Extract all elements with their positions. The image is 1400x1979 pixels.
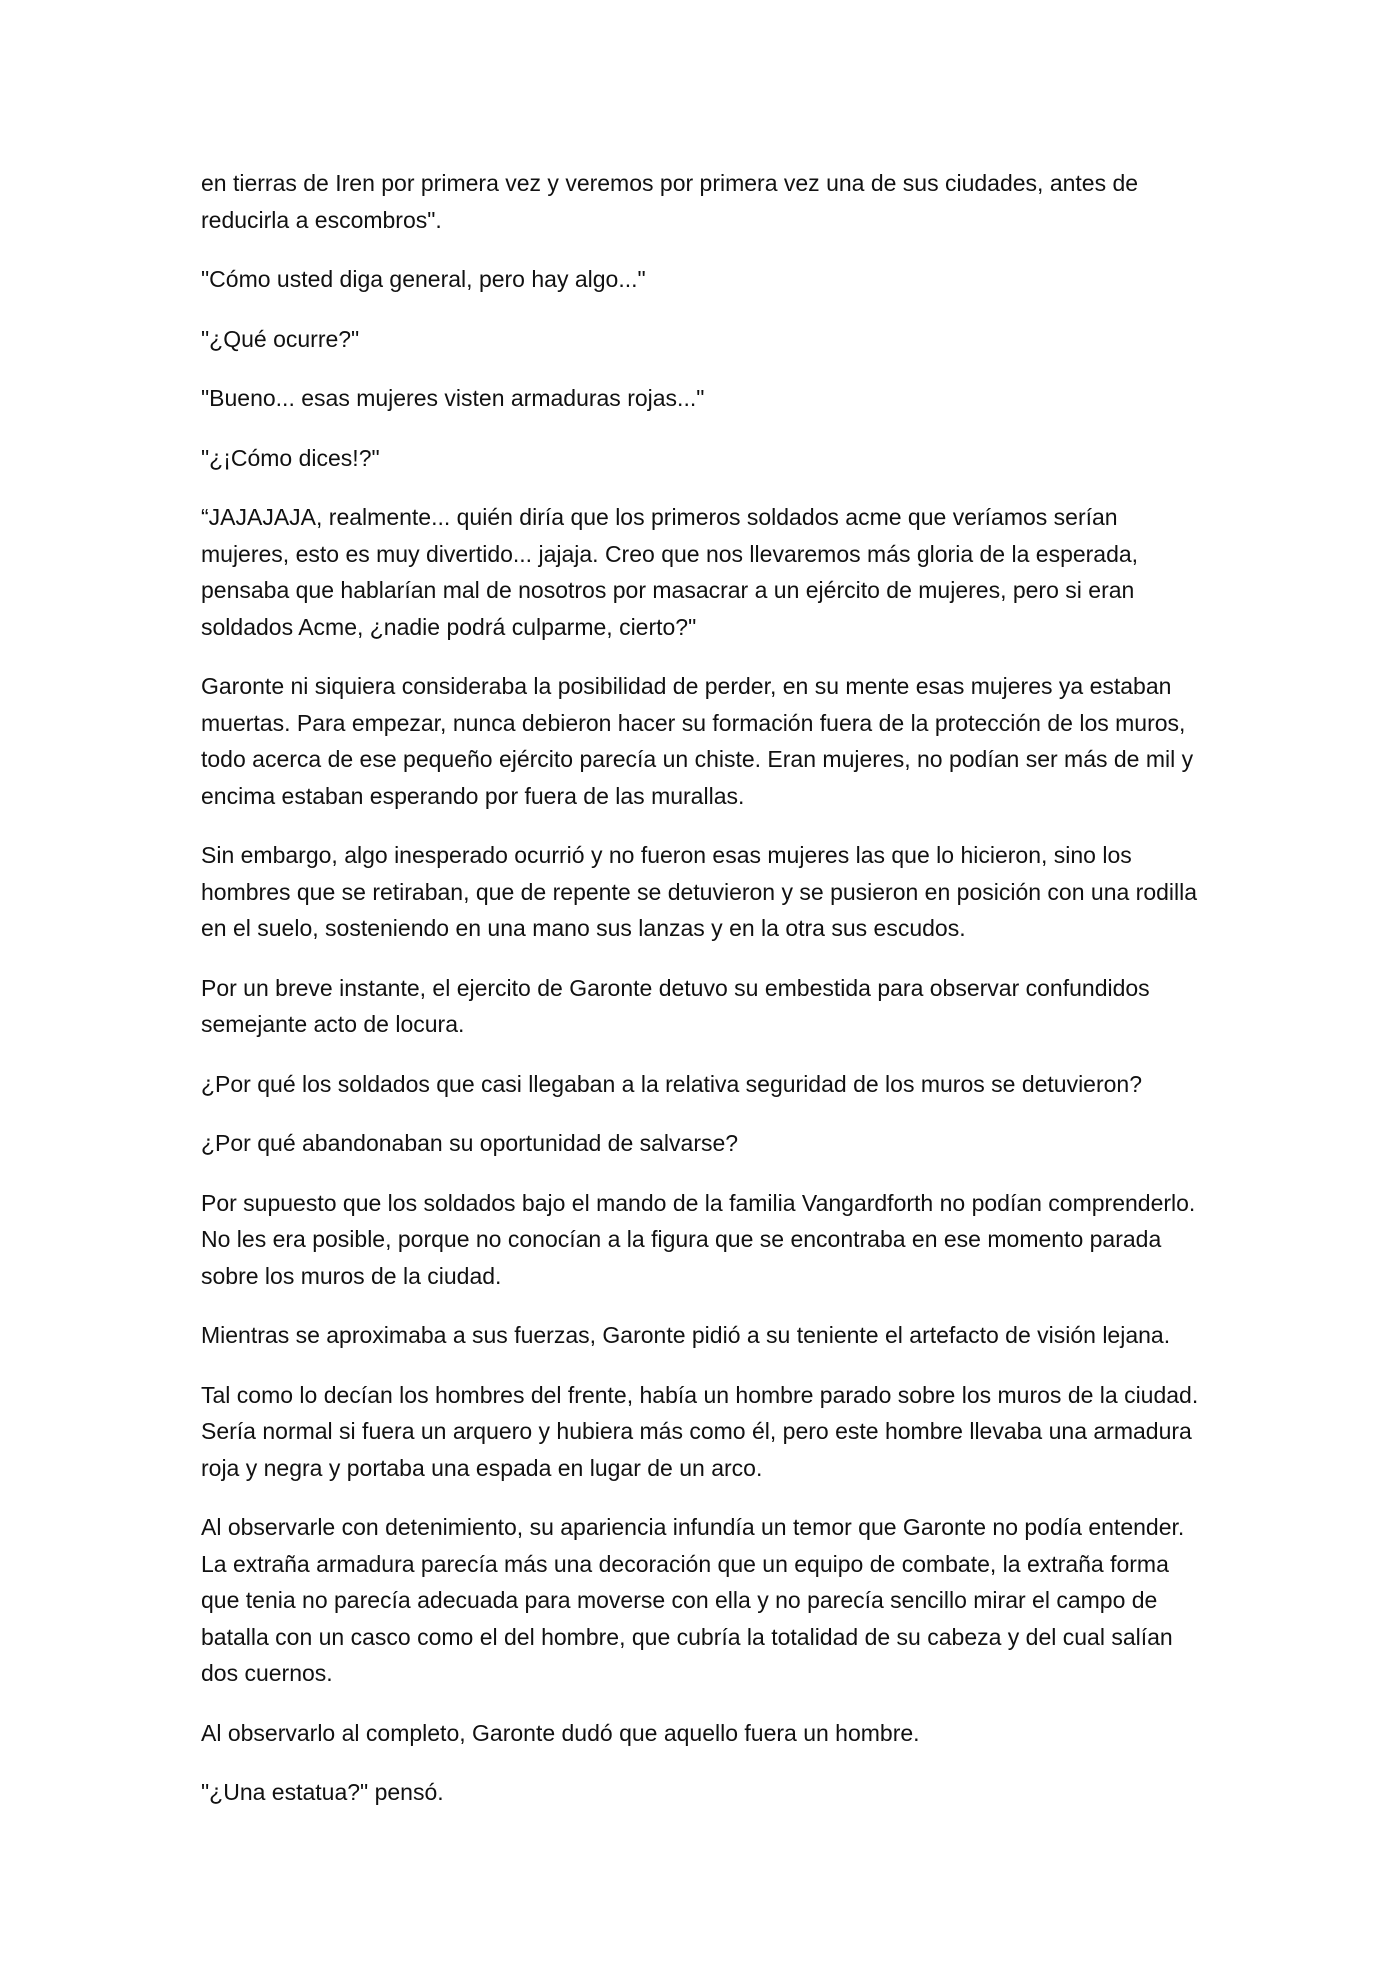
paragraph: ¿Por qué abandonaban su oportunidad de salvarse? — [201, 1130, 739, 1156]
paragraph: Garonte ni siquiera consideraba la posibilidad de perder, en su mente esas mujeres ya estaban muertas. Para empezar, nunca debieron hacer su formación fuera de la protección de los muros, todo acerca de ese pequeño ejército parecía un chiste. Eran mujeres, no podían ser más de mil y encima estaban esperando por fuera de las murallas. — [201, 673, 1194, 809]
paragraph: Sin embargo, algo inesperado ocurrió y no fueron esas mujeres las que lo hicieron, sino los hombres que se retiraban, que de repente se detuvieron y se pusieron en posición con una rodilla en el suelo, sosteniendo en una mano sus lanzas y en la otra sus escudos. — [201, 842, 1198, 941]
paragraph: Por un breve instante, el ejercito de Garonte detuvo su embestida para observar confundidos semejante acto de locura. — [201, 974, 1150, 1037]
paragraph: en tierras de Iren por primera vez y veremos por primera vez una de sus ciudades, antes de reducirla a escombros". — [201, 170, 1139, 233]
paragraph: "Cómo usted diga general, pero hay algo..." — [201, 266, 646, 292]
paragraph: Mientras se aproximaba a sus fuerzas, Garonte pidió a su teniente el artefacto de visión lejana. — [201, 1322, 1171, 1348]
paragraph: "¿¡Cómo dices!?" — [201, 444, 380, 471]
paragraph: "Bueno... esas mujeres visten armaduras rojas..." — [201, 385, 705, 411]
paragraph: "¿Una estatua?" pensó. — [201, 1779, 444, 1805]
paragraph: Al observarlo al completo, Garonte dudó que aquello fuera un hombre. — [201, 1719, 920, 1746]
paragraph: "¿Qué ocurre?" — [201, 325, 360, 352]
paragraph: “JAJAJAJA, realmente... quién diría que los primeros soldados acme que veríamos serían mujeres, esto es muy divertido... jajaja. Creo que nos llevaremos más gloria de la esperada, pensaba que hablarían mal de nosotros por masacrar a un ejército de mujeres, pero si eran soldados Acme, ¿nadie podrá culparme, cierto?" — [201, 504, 1139, 640]
paragraph: ¿Por qué los soldados que casi llegaban a la relativa seguridad de los muros se detuvieron? — [201, 1070, 1143, 1097]
body-text — [201, 165, 1211, 1834]
paragraph: Por supuesto que los soldados bajo el mando de la familia Vangardforth no podían comprenderlo. No les era posible, porque no conocían a la figura que se encontraba en ese momento parada sobre los muros de la ciudad. — [201, 1189, 1196, 1289]
paragraph: Al observarle con detenimiento, su apariencia infundía un temor que Garonte no podía entender. La extraña armadura parecía más una decoración que un equipo de combate, la extraña forma que tenia no parecía adecuada para moverse con ella y no parecía sencillo mirar el campo de batalla con un casco como el del hombre, que cubría la totalidad de su cabeza y del cual salían dos cuernos. — [201, 1514, 1185, 1686]
paragraph: Tal como lo decían los hombres del frente, había un hombre parado sobre los muros de la ciudad. Sería normal si fuera un arquero y hubiera más como él, pero este hombre llevaba una armadura roja y negra y portaba una espada en lugar de un arco. — [201, 1381, 1199, 1481]
